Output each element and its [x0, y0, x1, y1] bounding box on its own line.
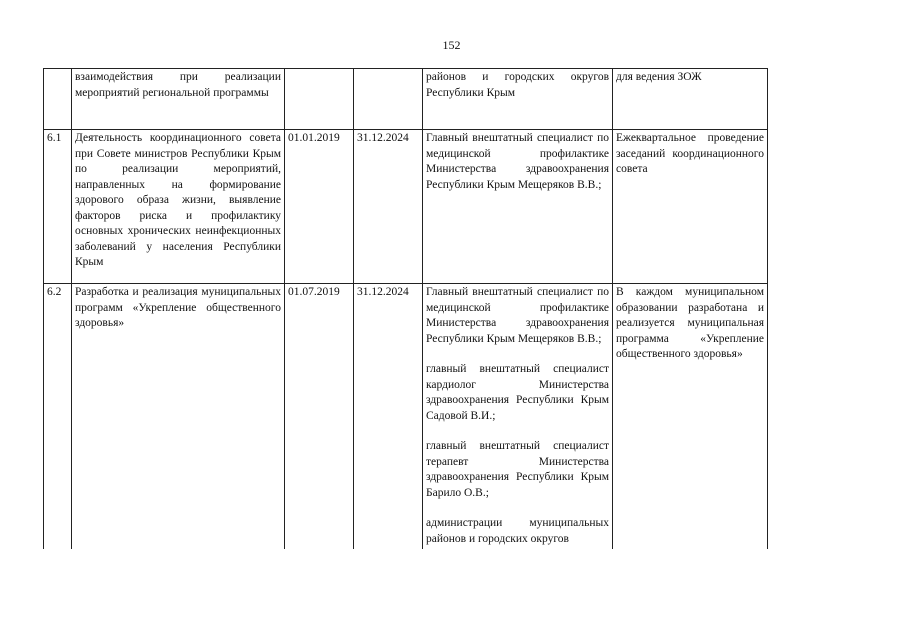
result-cell: для ведения ЗОЖ: [613, 69, 768, 130]
responsible-entry: главный внештатный специалист терапевт Министерства здравоохранения Республики Крым Барило О.В.;: [426, 440, 609, 499]
responsible-entry: главный внештатный специалист кардиолог Министерства здравоохранения Республики Крым Садовой В.И.;: [426, 363, 609, 422]
item-number: 6.1: [44, 130, 72, 284]
start-date-cell: [285, 69, 354, 130]
responsible-cell: [423, 130, 613, 284]
activity-cell: Разработка и реализация муниципальных программ «Укрепление общественного здоровья»: [72, 284, 285, 550]
activity-cell: взаимодействия при реализации мероприятий региональной программы: [72, 69, 285, 130]
end-date-cell: [354, 69, 423, 130]
responsible-entry: администрации муниципальных районов и городских округов: [426, 517, 609, 545]
end-date-cell: 31.12.2024: [354, 130, 423, 284]
start-date-cell: 01.01.2019: [285, 130, 354, 284]
start-date-cell: 01.07.2019: [285, 284, 354, 550]
end-date-cell: 31.12.2024: [354, 284, 423, 550]
responsible-cell: [423, 284, 613, 550]
activity-cell: Деятельность координационного совета при Совете министров Республики Крым по реализации мероприятий, направленных на формирование здорового образа жизни, выявление факторов риска и профилактику основных хронических неинфекционных заболеваний у населения Республики Крым: [72, 130, 285, 284]
responsible-cell: [423, 69, 613, 130]
page-number: 152: [442, 38, 461, 52]
table-row: [44, 69, 768, 130]
responsible-entry: Главный внештатный специалист по медицинской профилактике Министерства здравоохранения Республики Крым Мещеряков В.В.;: [426, 132, 609, 191]
plan-table: [43, 68, 768, 549]
item-number: [44, 69, 72, 130]
responsible-entry: районов и городских округов Республики Крым: [426, 71, 609, 99]
item-number: 6.2: [44, 284, 72, 550]
result-cell: В каждом муниципальном образовании разработана и реализуется муниципальная программа «Укрепление общественного здоровья»: [613, 284, 768, 550]
table-row: [44, 130, 768, 284]
result-cell: Ежеквартальное проведение заседаний координационного совета: [613, 130, 768, 284]
responsible-entry: Главный внештатный специалист по медицинской профилактике Министерства здравоохранения Республики Крым Мещеряков В.В.;: [426, 286, 609, 345]
table-row: [44, 284, 768, 550]
